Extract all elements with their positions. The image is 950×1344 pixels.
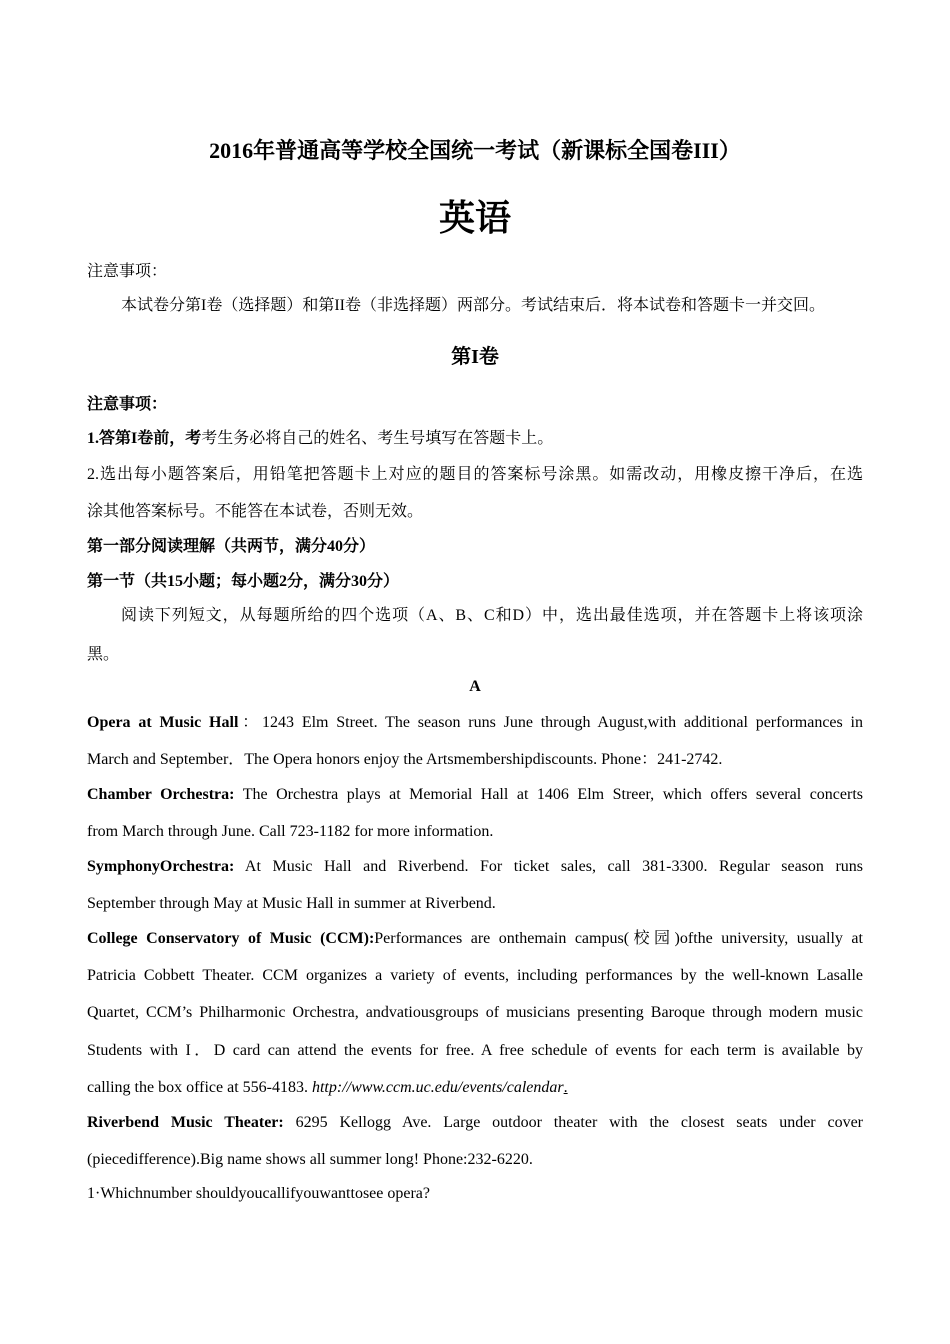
notice-item-2-line-2: 涂其他答案标号。不能答在本试卷，否则无效。 (87, 503, 424, 520)
exam-title: 2016年普通高等学校全国统一考试（新课标全国卷III） (209, 138, 741, 163)
chamber-entry-line-1 (87, 785, 863, 805)
symphony-name: SymphonyOrchestra: (87, 858, 235, 875)
passage-label: A (469, 678, 481, 695)
notice-text: 本试卷分第I卷（选择题）和第II卷（非选择题）两部分。考试结束后．将本试卷和答题卡一并交回。 (121, 297, 825, 314)
ccm-text-1: Performances are onthemain campus(校园)ofthe university, usually at (374, 930, 863, 947)
symphony-entry-line-1 (87, 857, 863, 877)
ccm-entry-line-5 (87, 1078, 568, 1098)
riverbend-entry-line-1 (87, 1113, 863, 1133)
ccm-entry-line-4: Students with I．D card can attend the events for free. A free schedule of events for each term is available by (87, 1042, 863, 1059)
part-heading: 第一部分阅读理解（共两节，满分40分） (87, 538, 376, 555)
section-heading: 第一节（共15小题；每小题2分，满分30分） (87, 573, 400, 590)
riverbend-name: Riverbend Music Theater: (87, 1114, 284, 1131)
notice-item-1-lead: 1.答第I卷前，考 (87, 430, 202, 447)
ccm-entry-line-2: Patricia Cobbett Theater. CCM organizes a variety of events, including performances by the well-known Lasalle (87, 967, 863, 984)
notice-item-1 (87, 429, 553, 449)
volume-title: 第I卷 (451, 346, 499, 368)
symphony-text-1: At Music Hall and Riverbend. For ticket sales, call 381-3300. Regular season runs (234, 858, 863, 875)
subject-title: 英语 (438, 198, 511, 238)
opera-entry-line-1 (87, 713, 863, 733)
opera-name: Opera at Music Hall (87, 714, 239, 731)
chamber-entry-line-2: from March through June. Call 723-1182 for more information. (87, 823, 494, 840)
opera-entry-line-2: March and September．The Opera honors enjoy the Artsmembershipdiscounts. Phone：241-2742. (87, 751, 723, 768)
ccm-entry-line-1 (87, 929, 863, 949)
ccm-entry-line-3: Quartet, CCM’s Philharmonic Orchestra, andvatiousgroups of musicians presenting Baroque through modern music (87, 1004, 863, 1021)
notice-item-1-text: 考生务必将自己的姓名、考生号填写在答题卡上。 (201, 430, 554, 447)
chamber-name: Chamber Orchestra: (87, 786, 235, 803)
instruction-line-2: 黑。 (87, 646, 120, 663)
ccm-text-5: calling the box office at 556-4183. (87, 1079, 312, 1096)
volume-notice-label: 注意事项： (87, 396, 168, 413)
opera-text-1: ：1243 Elm Street. The season runs June through August,with additional performances in (238, 714, 864, 731)
riverbend-text-1: 6295 Kellogg Ave. Large outdoor theater with the closest seats under cover (283, 1114, 864, 1131)
question-1: 1·Whichnumber shouldyoucallifyouwanttosee opera? (87, 1185, 430, 1202)
notice-item-2-line-1: 2.选出每小题答案后，用铅笔把答题卡上对应的题目的答案标号涂黑。如需改动，用橡皮擦干净后，在选 (87, 466, 863, 483)
notice-label: 注意事项： (87, 263, 168, 280)
riverbend-entry-line-2: (piecedifference).Big name shows all summer long! Phone:232-6220. (87, 1151, 533, 1168)
ccm-calendar-link[interactable]: http://www.ccm.uc.edu/events/calendar (311, 1079, 564, 1096)
ccm-name: College Conservatory of Music (CCM): (87, 930, 375, 947)
symphony-entry-line-2: September through May at Music Hall in summer at Riverbend. (87, 895, 496, 912)
instruction-line-1: 阅读下列短文，从每题所给的四个选项（A、B、C和D）中，选出最佳选项，并在答题卡上将该项涂 (121, 607, 863, 624)
ccm-link-end: . (563, 1079, 568, 1096)
chamber-text-1: The Orchestra plays at Memorial Hall at 1406 Elm Streer, which offers several concerts (234, 786, 864, 803)
